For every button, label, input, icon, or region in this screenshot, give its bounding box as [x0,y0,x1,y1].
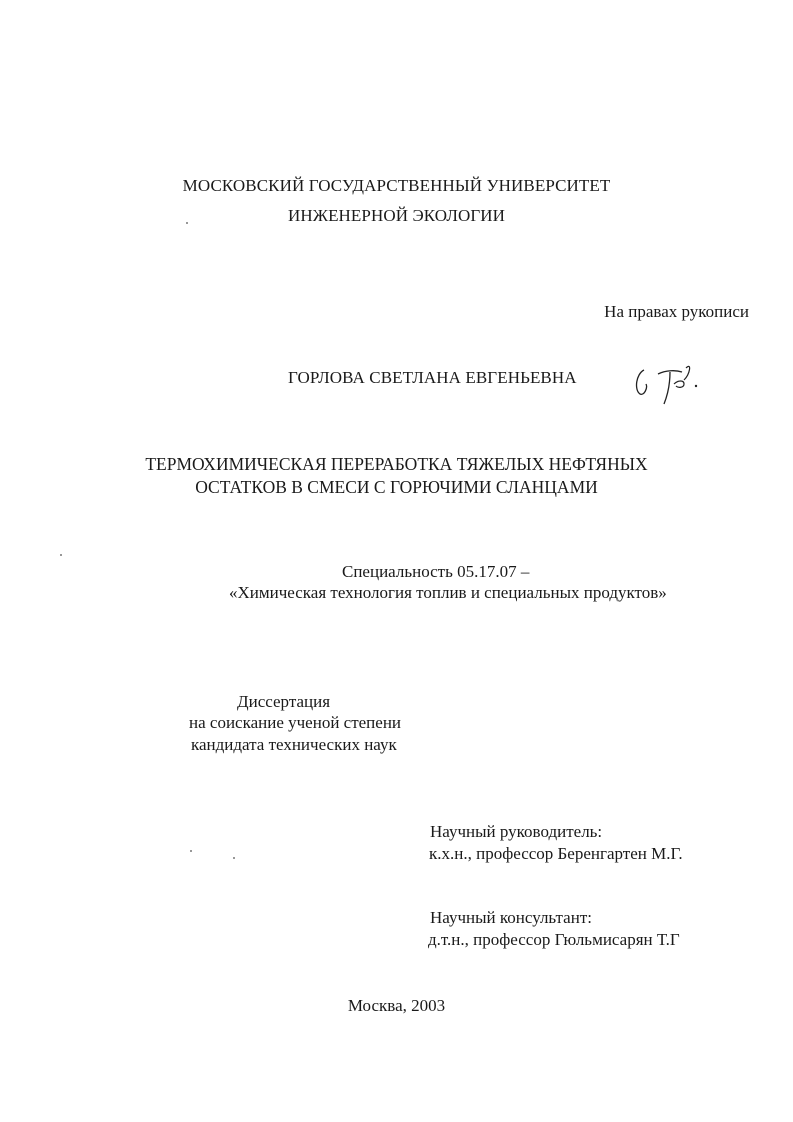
degree-field: кандидата технических наук [191,735,397,754]
supervisor-name: к.х.н., профессор Беренгартен М.Г. [429,844,683,863]
author-name: ГОРЛОВА СВЕТЛАНА ЕВГЕНЬЕВНА [288,368,577,387]
specialty-code: Специальность 05.17.07 – [342,562,530,581]
supervisor-label: Научный руководитель: [430,822,603,841]
specialty-name: «Химическая технология топлив и специальных продуктов» [229,583,667,602]
scan-speck [60,554,62,556]
institution-line-1: МОСКОВСКИЙ ГОСУДАРСТВЕННЫЙ УНИВЕРСИТЕТ [182,176,611,195]
consultant-label: Научный консультант: [430,908,592,927]
thesis-title-line-2: ОСТАТКОВ В СМЕСИ С ГОРЮЧИМИ СЛАНЦАМИ [195,477,598,497]
signature [630,360,710,408]
institution-line-2: ИНЖЕНЕРНОЙ ЭКОЛОГИИ [287,206,506,225]
scan-speck [190,850,192,852]
degree-type: Диссертация [237,692,331,711]
rights-note: На правах рукописи [604,302,749,321]
scan-speck [233,857,235,859]
thesis-title-line-1: ТЕРМОХИМИЧЕСКАЯ ПЕРЕРАБОТКА ТЯЖЕЛЫХ НЕФТЯНЫХ [145,454,648,474]
place-year: Москва, 2003 [347,996,446,1015]
consultant-name: д.т.н., профессор Гюльмисарян Т.Г [428,930,680,949]
scan-speck [186,222,188,224]
degree-purpose: на соискание ученой степени [189,713,402,732]
